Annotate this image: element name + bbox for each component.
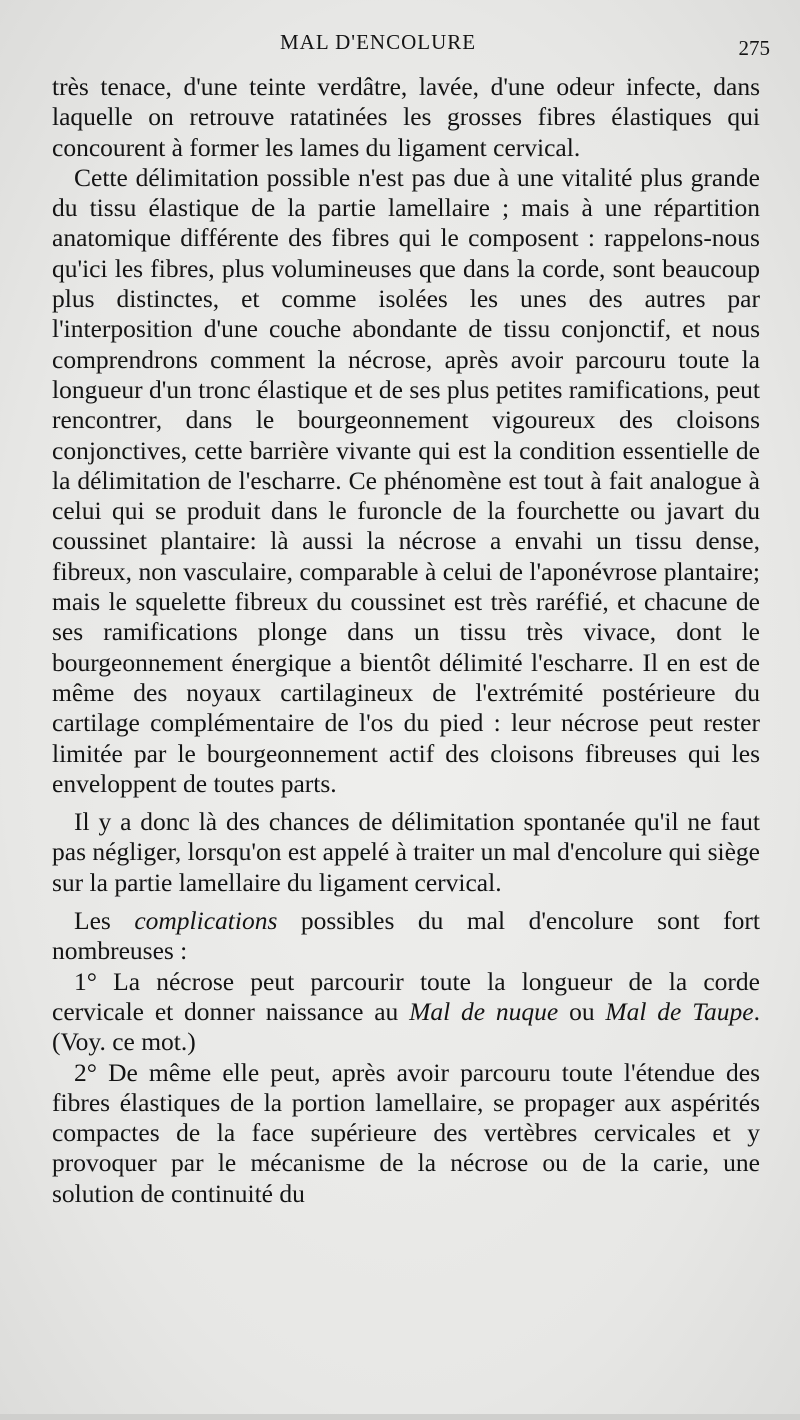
page-header <box>0 30 800 64</box>
paragraph-delimitation: Cette délimitation possible n'est pas due à une vitalité plus grande du tissu élastique de la partie lamellaire ; mais à une répartition anatomique différente des fibres qui le composent : rappelons-nous qu'ici les fibres, plus volumineuses que dans la corde, sont beaucoup plus distinctes, et comme isolées les unes des autres par l'interposition d'une couche abondante de tissu conjonctif, et nous comprendrons comment la nécrose, après avoir parcouru toute la longueur d'un tronc élastique et de ses plus petites ramifications, peut rencontrer, dans le bourgeonnement vigoureux des cloisons conjonctives, cette barrière vivante qui est la condition essentielle de la délimitation de l'escharre. Ce phénomène est tout à fait analogue à celui qui se produit dans le furoncle de la fourchette ou javart du coussinet plantaire: là aussi la nécrose a envahi un tissu dense, fibreux, non vasculaire, comparable à celui de l'aponévrose plantaire; mais le squelette fibreux du coussinet est très raréfié, et chacune de ses ramifications plonge dans un tissu très vivace, dont le bourgeonnement énergique a bientôt délimité l'escharre. Il en est de même des noyaux cartilagineux de l'extrémité postérieure du cartilage complémentaire de l'os du pied : leur nécrose peut rester limitée par le bourgeonnement actif des cloisons fibreuses qui les enveloppent de toutes parts. <box>52 162 760 798</box>
italic-term: Mal de nuque <box>409 996 559 1026</box>
text-segment: possibles du mal d'encolure sont fort nombreuses : <box>52 906 760 966</box>
italic-term: complications <box>134 906 278 936</box>
text-segment: 1° La nécrose peut parcourir toute la longueur de la corde cervicale et donner naissance au <box>52 966 760 1026</box>
text-segment: Les <box>74 906 135 936</box>
running-title: MAL D'ENCOLURE <box>280 30 477 54</box>
page-number: 275 <box>738 36 770 60</box>
page-edge <box>0 1414 800 1420</box>
italic-term: Mal de Taupe <box>605 996 754 1026</box>
paragraph-chances: Il y a donc là des chances de délimitation spontanée qu'il ne faut pas négliger, lorsqu'on est appelé à traiter un mal d'encolure qui siège sur la partie lamellaire du ligament cervical. <box>52 807 760 897</box>
body-text <box>52 72 760 1209</box>
paragraph-continuation: très tenace, d'une teinte verdâtre, lavée, d'une odeur infecte, dans laquelle on retrouve ratatinées les grosses fibres élastiques qui concourent à former les lames du ligament cervical. <box>52 72 760 162</box>
text-segment: ou <box>558 996 606 1026</box>
paragraph-item-1 <box>52 967 760 1058</box>
paragraph-item-2: 2° De même elle peut, après avoir parcouru toute l'étendue des fibres élastiques de la portion lamellaire, se propager aux aspérités compactes de la face supérieure des vertèbres cervicales et y provoquer par le mécanisme de la nécrose ou de la carie, une solution de continuité du <box>52 1057 760 1208</box>
text-segment: . (Voy. ce mot.) <box>52 996 760 1057</box>
paragraph-complications <box>52 906 760 967</box>
